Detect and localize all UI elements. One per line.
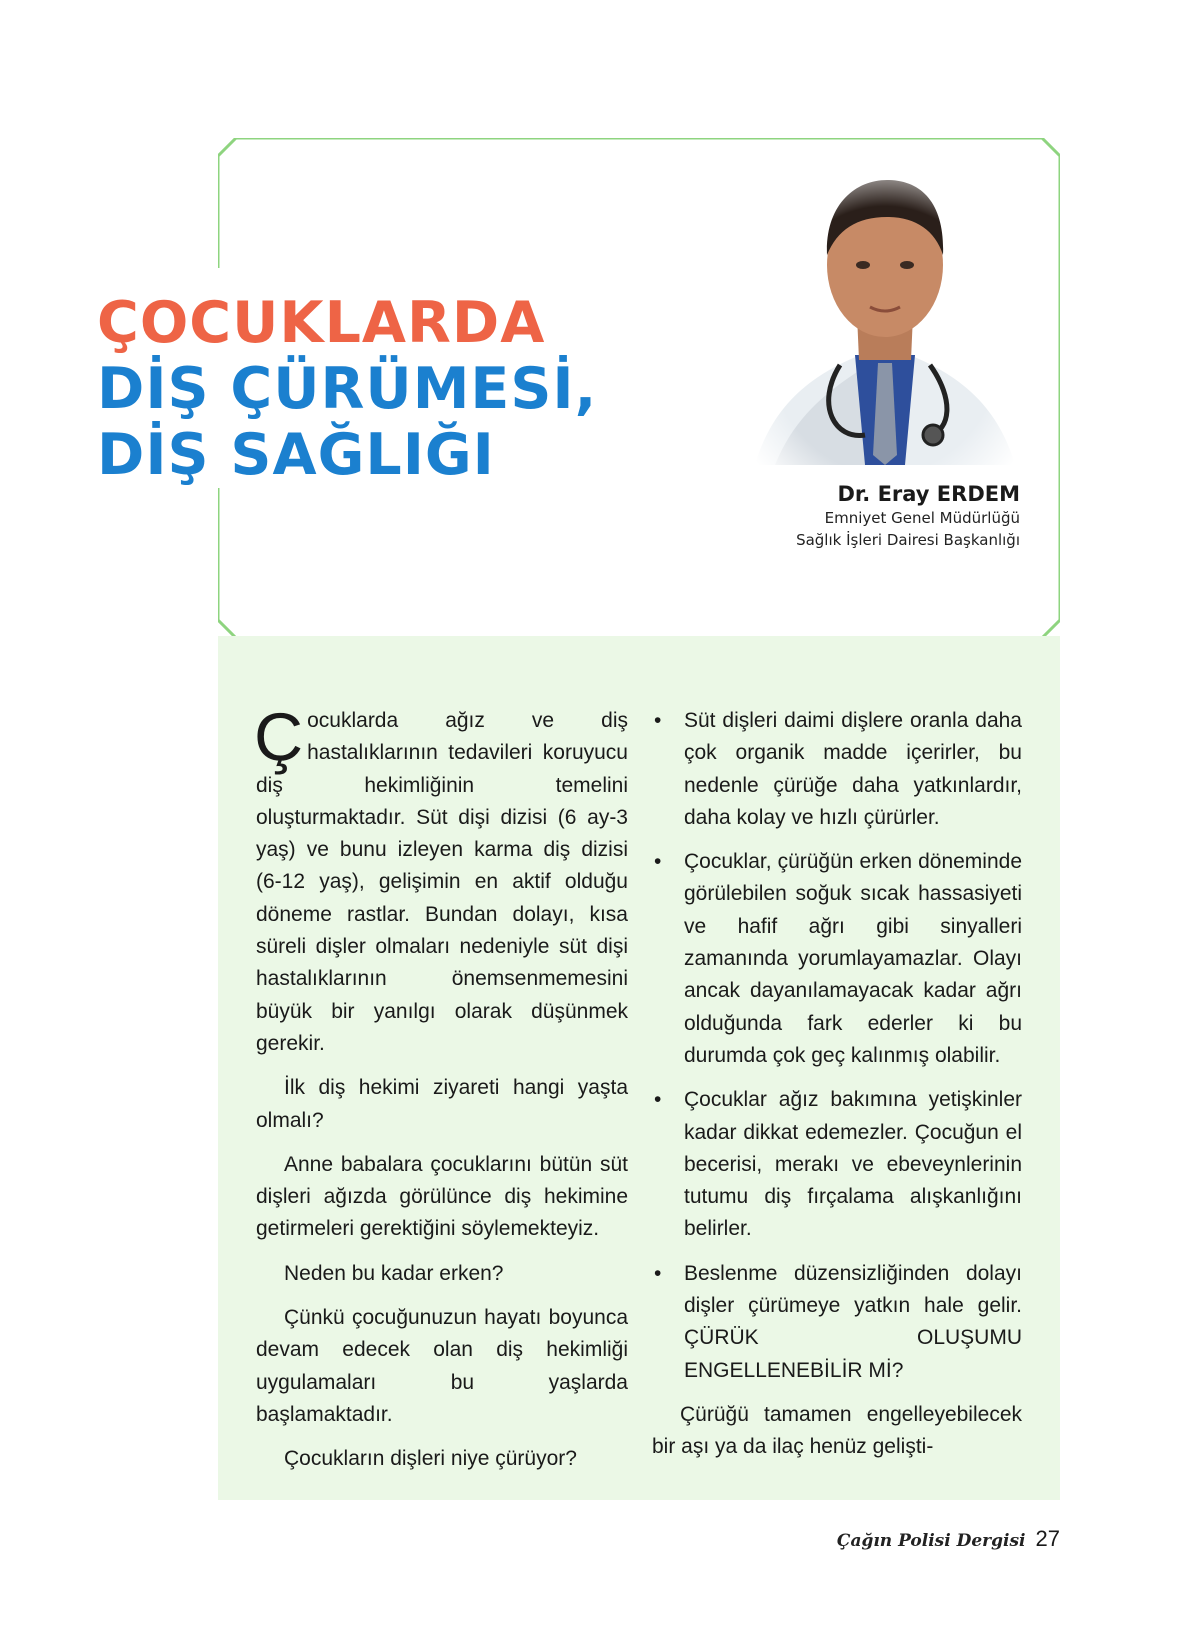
answer-first-visit: Anne babalara çocuklarını bütün süt dişleri ağızda görülünce diş hekimine getirmeleri gerektiğini söylemekteyiz. (256, 1152, 628, 1241)
intro-paragraph (254, 699, 628, 1060)
title-line-2: DİŞ ÇÜRÜMESİ, (97, 356, 598, 422)
question-first-visit: İlk diş hekimi ziyareti hangi yaşta olmalı? (256, 1076, 628, 1132)
bullet-icon: • (654, 1088, 662, 1112)
bullet-icon: • (654, 850, 662, 874)
article-title (97, 290, 717, 488)
question-why-decay: Çocukların dişleri niye çürüyor? (284, 1447, 577, 1471)
right-column (652, 705, 1022, 1476)
answer-why-early: Çünkü çocuğunuzun hayatı boyunca devam edecek olan diş hekimliği uygulamaları bu yaşlarda başlamaktadır. (256, 1306, 628, 1426)
drop-cap: Ç (254, 699, 304, 775)
list-item: • Süt dişleri daimi dişlere oranla daha çok organik madde içerirler, bu nedenle çürüğe daha yatkınlardır, daha kolay ve hızlı çürürler. (652, 705, 1022, 834)
bullet-icon: • (654, 1261, 662, 1285)
author-block (700, 481, 1020, 551)
author-photo (745, 165, 1025, 483)
list-item: • Çocuklar ağız bakımına yetişkinler kadar dikkat edemezler. Çocuğun el becerisi, merakı ve ebeveynlerinin tutumu diş fırçalama alışkanlığını belirler. (652, 1084, 1022, 1245)
left-column (254, 699, 628, 1488)
magazine-name: Çağın Polisi Dergisi (836, 1531, 1026, 1551)
closing-paragraph: Çürüğü tamamen engelleyebilecek bir aşı ya da ilaç henüz gelişti- (652, 1402, 1022, 1459)
author-org-line-1: Emniyet Genel Müdürlüğü (824, 509, 1020, 527)
question-why-early: Neden bu kadar erken? (284, 1261, 504, 1285)
page-footer (820, 1526, 1060, 1552)
intro-text: ocuklarda ağız ve diş hastalıklarının tedavileri koruyucu diş hekimliğinin temelini oluşturmaktadır. Süt dişi dizisi (6 ay-3 yaş) ve bunu izleyen karma diş dizisi (6-12 yaş), gelişimin en aktif olduğu döneme rastlar. Bundan dolayı, kısa süreli dişler olmaları nedeniyle süt dişi hastalıklarının önemsenmemesini büyük bir yanılgı olarak düşünmek gerekir. (256, 709, 628, 1055)
author-org-line-2: Sağlık İşleri Dairesi Başkanlığı (796, 531, 1020, 549)
title-line-1: ÇOCUKLARDA (97, 290, 546, 356)
list-item: • Beslenme düzensizliğinden dolayı dişler çürümeye yatkın hale gelir. ÇÜRÜK OLUŞUMU ENGELLENEBİLİR Mİ? (652, 1258, 1022, 1387)
page-number: 27 (1035, 1526, 1060, 1551)
reasons-list (652, 705, 1022, 1387)
bullet-icon: • (654, 709, 662, 732)
title-line-3: DİŞ SAĞLIĞI (97, 422, 495, 488)
list-item: • Çocuklar, çürüğün erken döneminde görülebilen soğuk sıcak hassasiyeti ve hafif ağrı gibi sinyalleri zamanında yorumlayamazlar. Olayı ancak dayanılamayacak kadar ağrı olduğunda fark ederler ki bu durumda çok geç kalınmış olabilir. (652, 846, 1022, 1072)
author-name: Dr. Eray ERDEM (837, 482, 1020, 506)
